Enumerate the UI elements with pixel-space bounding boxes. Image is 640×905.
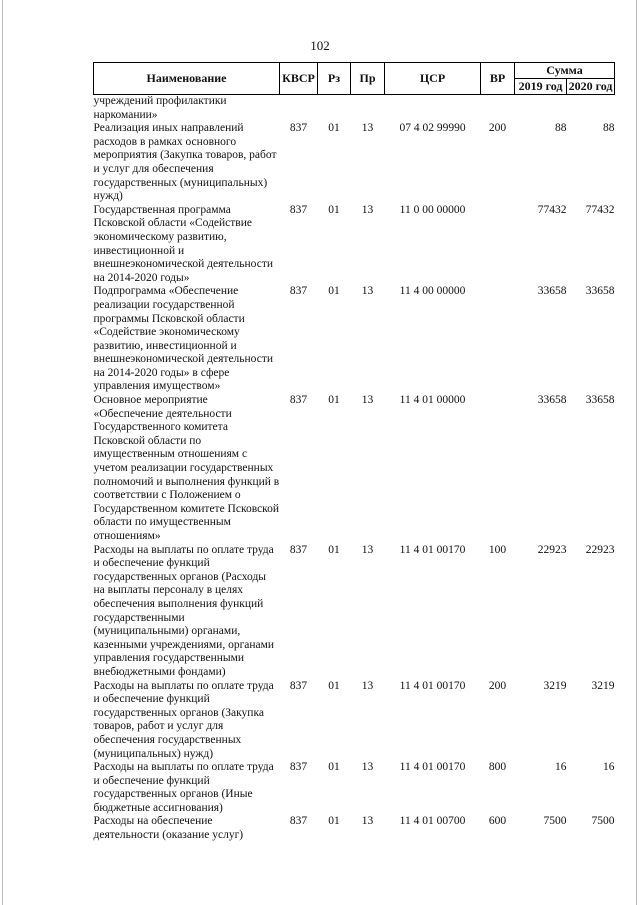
row-sum-2019: 7500 xyxy=(543,815,567,828)
header-csr: ЦСР xyxy=(385,63,481,95)
row-vr: 200 xyxy=(488,122,507,135)
row-sum-2019: 33658 xyxy=(537,285,567,298)
table-row xyxy=(94,285,615,394)
row-pr: 13 xyxy=(361,122,374,135)
page-number: 102 xyxy=(310,38,330,53)
row-rz: 01 xyxy=(328,285,340,298)
row-csr: 11 0 00 00000 xyxy=(399,203,466,216)
row-vr: 200 xyxy=(488,679,507,692)
row-vr: 600 xyxy=(488,815,507,828)
table-row xyxy=(94,761,615,815)
row-rz: 01 xyxy=(328,679,340,692)
row-csr: 11 4 01 00170 xyxy=(399,679,466,692)
row-csr: 11 4 01 00700 xyxy=(399,815,466,828)
row-vr: 800 xyxy=(488,761,507,774)
row-sum-2019: 16 xyxy=(555,761,567,774)
row-csr: 07 4 02 99990 xyxy=(399,122,466,135)
header-rz: Рз xyxy=(318,63,351,95)
row-pr: 13 xyxy=(361,679,374,692)
row-sum-2019: 88 xyxy=(555,122,567,135)
row-sum-2020: 3219 xyxy=(591,679,615,692)
row-kvsr xyxy=(280,95,318,123)
row-csr: 11 4 01 00170 xyxy=(399,543,466,556)
row-pr: 13 xyxy=(361,394,374,407)
row-pr xyxy=(351,95,385,123)
row-name: Основное мероприятие «Обеспечение деятельности Государственного комитета Псковской области по имущественным отношениям с учетом реализации государственных полномочий и выполнения функций в соответствии с Положением о Государственном комитете Псковской области по имущественным отношениям» xyxy=(93,394,280,542)
table-row xyxy=(94,122,615,204)
row-pr: 13 xyxy=(361,543,374,556)
scan-edge-left xyxy=(2,0,3,905)
header-pr: Пр xyxy=(351,63,385,95)
table-row xyxy=(94,815,615,842)
row-kvsr: 837 xyxy=(289,122,308,135)
row-sum-2019: 3219 xyxy=(543,679,567,692)
row-rz: 01 xyxy=(328,122,340,135)
row-name: Расходы на выплаты по оплате труда и обеспечение функций государственных органов (Иные бюджетные ассигнования) xyxy=(93,761,274,814)
header-2019: 2019 год xyxy=(515,79,567,95)
row-sum-2019: 22923 xyxy=(537,543,567,556)
table-row xyxy=(94,394,615,544)
row-vr xyxy=(481,285,515,394)
row-name: Реализация иных направлений расходов в рамках основного мероприятия (Закупка товаров, работ и услуг для обеспечения государственных (муниципальных) нужд) xyxy=(93,122,277,203)
row-sum-2019: 77432 xyxy=(537,203,567,216)
row-rz: 01 xyxy=(328,543,340,556)
table-row xyxy=(94,680,615,762)
row-name: учреждений профилактики наркомании» xyxy=(93,95,227,121)
row-sum-2020: 33658 xyxy=(585,394,615,407)
row-name: Государственная программа Псковской области «Содействие экономическому развитию, инвестиционной и внешнеэкономической деятельности на 2014-2020 годы» xyxy=(93,203,274,284)
row-sum-2020: 77432 xyxy=(585,203,615,216)
row-rz: 01 xyxy=(328,761,340,774)
header-2020: 2020 год xyxy=(567,79,615,95)
row-csr: 11 4 01 00000 xyxy=(399,394,466,407)
row-csr: 11 4 00 00000 xyxy=(399,285,466,298)
row-sum-2019: 33658 xyxy=(537,394,567,407)
row-rz xyxy=(318,95,351,123)
row-kvsr: 837 xyxy=(289,679,308,692)
row-sum-2020: 16 xyxy=(603,761,615,774)
row-name: Расходы на выплаты по оплате труда и обеспечение функций государственных органов (Закупка товаров, работ и услуг для обеспечения государственных (муниципальных) нужд) xyxy=(93,679,274,760)
row-kvsr: 837 xyxy=(289,543,308,556)
table-body xyxy=(94,95,615,843)
row-name: Расходы на обеспечение деятельности (оказание услуг) xyxy=(93,815,244,842)
row-kvsr: 837 xyxy=(289,815,308,828)
row-kvsr: 837 xyxy=(289,203,308,216)
header-name: Наименование xyxy=(94,63,280,95)
table-header xyxy=(94,63,615,95)
row-vr: 100 xyxy=(488,543,507,556)
row-kvsr: 837 xyxy=(289,394,308,407)
scan-edge-right xyxy=(636,0,637,905)
header-kvsr: КВСР xyxy=(280,63,318,95)
row-csr xyxy=(385,95,481,123)
row-vr xyxy=(481,394,515,544)
row-vr xyxy=(481,95,515,123)
row-rz: 01 xyxy=(328,815,340,828)
row-kvsr: 837 xyxy=(289,285,308,298)
table-row xyxy=(94,204,615,286)
row-name: Расходы на выплаты по оплате труда и обеспечение функций государственных органов (Расходы на выплаты персоналу в целях обеспечения выполнения функций государственными (муниципальными) органами, казенными учреждениями, органами управления государственными внебюджетными фондами) xyxy=(93,543,275,678)
row-pr: 13 xyxy=(361,761,374,774)
table-row xyxy=(94,544,615,680)
row-sum-2020: 33658 xyxy=(585,285,615,298)
row-pr: 13 xyxy=(361,815,374,828)
row-pr: 13 xyxy=(361,285,374,298)
row-sum-2020: 22923 xyxy=(585,543,615,556)
row-sum-2020: 7500 xyxy=(591,815,615,828)
row-sum-2019 xyxy=(515,95,567,123)
row-pr: 13 xyxy=(361,203,374,216)
row-rz: 01 xyxy=(328,394,340,407)
budget-table xyxy=(93,62,615,843)
row-sum-2020: 88 xyxy=(603,122,615,135)
row-rz: 01 xyxy=(328,203,340,216)
row-csr: 11 4 01 00170 xyxy=(399,761,466,774)
header-vr: ВР xyxy=(481,63,515,95)
header-sum: Сумма xyxy=(515,63,615,79)
row-name: Подпрограмма «Обеспечение реализации государственной программы Псковской области «Содействие экономическому развитию, инвестиционной и внешнеэкономической деятельности на 2014-2020 годы» в сфере управления имуществом» xyxy=(93,285,274,393)
table-row xyxy=(94,95,615,123)
row-vr xyxy=(481,204,515,286)
row-kvsr: 837 xyxy=(289,761,308,774)
row-sum-2020 xyxy=(567,95,615,123)
